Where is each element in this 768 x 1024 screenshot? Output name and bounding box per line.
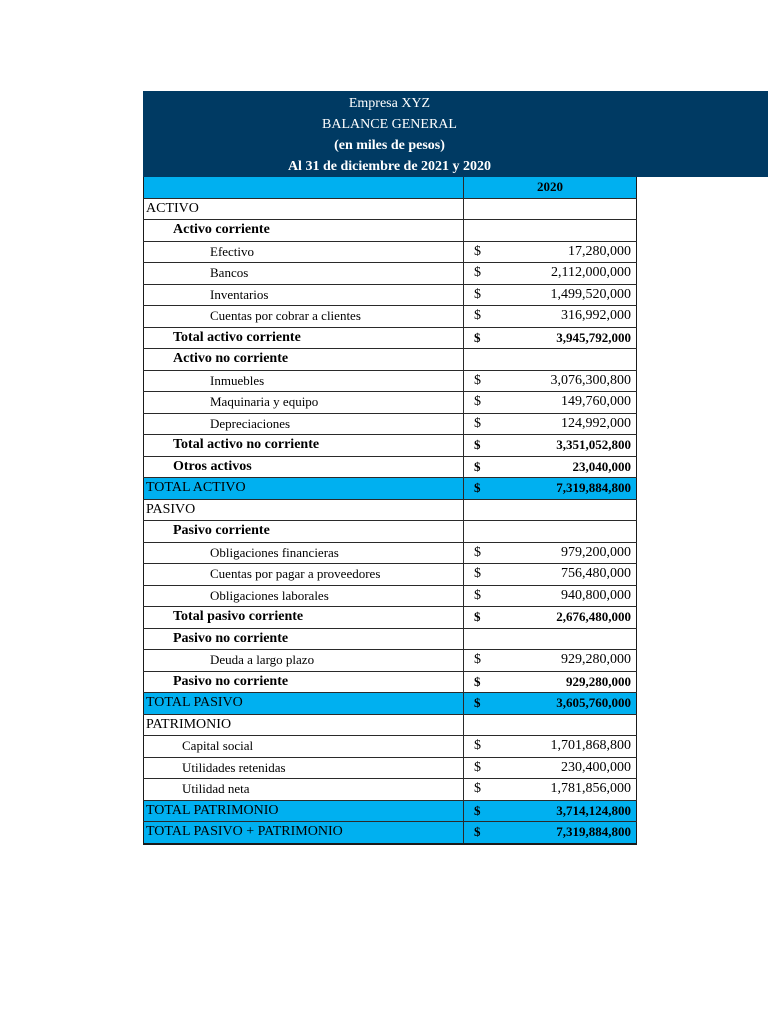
currency-symbol: $ — [474, 329, 481, 345]
report-header — [143, 91, 636, 177]
row-amount: 7,319,884,800 — [556, 480, 631, 495]
row-amount-cell — [464, 693, 637, 715]
table-row — [144, 607, 637, 629]
row-label: TOTAL ACTIVO — [144, 478, 464, 500]
currency-symbol: $ — [474, 609, 481, 624]
row-amount-cell — [464, 800, 637, 822]
currency-symbol: $ — [474, 480, 481, 495]
row-amount-cell — [464, 736, 637, 758]
table-row — [144, 628, 637, 650]
row-label: Inventarios — [144, 284, 464, 306]
table-row — [144, 327, 637, 349]
row-label: Efectivo — [144, 241, 464, 263]
report-title: BALANCE GENERAL — [322, 117, 457, 132]
row-amount-cell — [464, 241, 637, 263]
row-amount: 3,076,300,800 — [550, 372, 631, 388]
row-label: Deuda a largo plazo — [144, 650, 464, 672]
table-row — [144, 456, 637, 478]
table-row — [144, 650, 637, 672]
row-amount-cell — [464, 714, 637, 736]
currency-symbol: $ — [474, 738, 481, 753]
table-row — [144, 198, 637, 220]
row-label: Activo corriente — [144, 220, 464, 242]
row-label: PASIVO — [144, 499, 464, 521]
row-label: Activo no corriente — [144, 349, 464, 371]
year-header-row — [144, 177, 637, 198]
table-row — [144, 263, 637, 285]
table-row — [144, 241, 637, 263]
currency-symbol: $ — [474, 673, 481, 689]
currency-symbol: $ — [474, 566, 481, 581]
row-amount: 1,781,856,000 — [550, 781, 631, 796]
row-amount: 230,400,000 — [561, 759, 631, 775]
row-amount-cell — [464, 628, 637, 650]
row-label: Total activo no corriente — [144, 435, 464, 457]
row-label: Total pasivo corriente — [144, 607, 464, 629]
row-label: TOTAL PASIVO — [144, 693, 464, 715]
row-label: Depreciaciones — [144, 413, 464, 435]
row-amount-cell — [464, 650, 637, 672]
table-row — [144, 693, 637, 715]
row-label: Utilidad neta — [144, 779, 464, 801]
row-amount-cell — [464, 779, 637, 801]
row-label: Cuentas por cobrar a clientes — [144, 306, 464, 328]
row-amount-cell — [464, 413, 637, 435]
row-amount-cell — [464, 521, 637, 543]
row-amount-cell — [464, 349, 637, 371]
table-row — [144, 349, 637, 371]
currency-symbol: $ — [474, 372, 481, 388]
row-amount-cell — [464, 456, 637, 478]
row-amount: 940,800,000 — [561, 587, 631, 603]
table-row — [144, 757, 637, 779]
year-header-label-cell — [144, 177, 464, 198]
row-label: Obligaciones laborales — [144, 585, 464, 607]
row-label: Capital social — [144, 736, 464, 758]
row-amount: 929,280,000 — [566, 673, 631, 689]
table-row — [144, 499, 637, 521]
currency-symbol: $ — [474, 415, 481, 431]
row-amount-cell — [464, 478, 637, 500]
currency-symbol: $ — [474, 695, 481, 710]
currency-symbol: $ — [474, 544, 481, 560]
row-amount: 756,480,000 — [561, 566, 631, 581]
row-amount: 2,112,000,000 — [551, 265, 631, 280]
table-row — [144, 220, 637, 242]
currency-symbol: $ — [474, 394, 481, 409]
table-row — [144, 392, 637, 414]
table-row — [144, 521, 637, 543]
row-amount: 7,319,884,800 — [556, 824, 631, 839]
row-label: Utilidades retenidas — [144, 757, 464, 779]
currency-symbol: $ — [474, 458, 481, 474]
row-amount: 17,280,000 — [568, 243, 631, 259]
row-label: TOTAL PATRIMONIO — [144, 800, 464, 822]
row-label: TOTAL PASIVO + PATRIMONIO — [144, 822, 464, 844]
table-row — [144, 542, 637, 564]
row-amount: 3,605,760,000 — [556, 695, 631, 710]
row-amount-cell — [464, 220, 637, 242]
row-label: PATRIMONIO — [144, 714, 464, 736]
table-row — [144, 671, 637, 693]
row-amount-cell — [464, 564, 637, 586]
table-row — [144, 585, 637, 607]
table-row — [144, 284, 637, 306]
row-amount: 149,760,000 — [561, 394, 631, 409]
row-amount-cell — [464, 542, 637, 564]
row-amount: 929,280,000 — [561, 652, 631, 667]
year-header: 2020 — [464, 177, 637, 198]
row-label: Maquinaria y equipo — [144, 392, 464, 414]
row-amount: 3,714,124,800 — [556, 802, 631, 818]
table-row — [144, 478, 637, 500]
row-label: Cuentas por pagar a proveedores — [144, 564, 464, 586]
currency-symbol: $ — [474, 587, 481, 603]
table-row — [144, 413, 637, 435]
row-amount-cell — [464, 306, 637, 328]
row-amount-cell — [464, 284, 637, 306]
currency-symbol: $ — [474, 781, 481, 796]
currency-symbol: $ — [474, 652, 481, 667]
table-row — [144, 564, 637, 586]
row-amount: 2,676,480,000 — [556, 609, 631, 624]
currency-symbol: $ — [474, 759, 481, 775]
report-date: Al 31 de diciembre de 2021 y 2020 — [287, 159, 492, 174]
row-amount: 316,992,000 — [561, 308, 631, 323]
table-row — [144, 822, 637, 844]
row-label: Total activo corriente — [144, 327, 464, 349]
row-amount: 1,701,868,800 — [550, 738, 631, 753]
table-row — [144, 736, 637, 758]
currency-symbol: $ — [474, 824, 481, 839]
row-label: Bancos — [144, 263, 464, 285]
row-amount: 1,499,520,000 — [550, 286, 631, 302]
row-amount-cell — [464, 822, 637, 844]
row-amount-cell — [464, 499, 637, 521]
currency-symbol: $ — [474, 265, 481, 280]
row-amount-cell — [464, 370, 637, 392]
company-name: Empresa XYZ — [348, 96, 431, 111]
row-amount-cell — [464, 392, 637, 414]
row-label: Pasivo no corriente — [144, 671, 464, 693]
table-row — [144, 370, 637, 392]
row-amount-cell — [464, 671, 637, 693]
currency-symbol: $ — [474, 802, 481, 818]
table-row — [144, 779, 637, 801]
row-amount: 23,040,000 — [572, 458, 631, 474]
table-row — [144, 306, 637, 328]
report-units: (en miles de pesos) — [334, 138, 445, 153]
row-amount-cell — [464, 327, 637, 349]
row-amount-cell — [464, 263, 637, 285]
row-amount: 3,945,792,000 — [556, 329, 631, 345]
currency-symbol: $ — [474, 286, 481, 302]
currency-symbol: $ — [474, 243, 481, 259]
table-row — [144, 800, 637, 822]
currency-symbol: $ — [474, 308, 481, 323]
row-label: Pasivo corriente — [144, 521, 464, 543]
table-row — [144, 435, 637, 457]
currency-symbol: $ — [474, 437, 481, 452]
row-amount-cell — [464, 435, 637, 457]
row-amount: 124,992,000 — [561, 415, 631, 431]
table-row — [144, 714, 637, 736]
row-label: ACTIVO — [144, 198, 464, 220]
row-amount-cell — [464, 607, 637, 629]
row-amount: 979,200,000 — [561, 544, 631, 560]
row-amount-cell — [464, 585, 637, 607]
row-label: Otros activos — [144, 456, 464, 478]
row-label: Inmuebles — [144, 370, 464, 392]
balance-sheet-table — [143, 177, 637, 845]
row-amount-cell — [464, 198, 637, 220]
row-label: Obligaciones financieras — [144, 542, 464, 564]
row-amount-cell — [464, 757, 637, 779]
row-label: Pasivo no corriente — [144, 628, 464, 650]
row-amount: 3,351,052,800 — [556, 437, 631, 452]
